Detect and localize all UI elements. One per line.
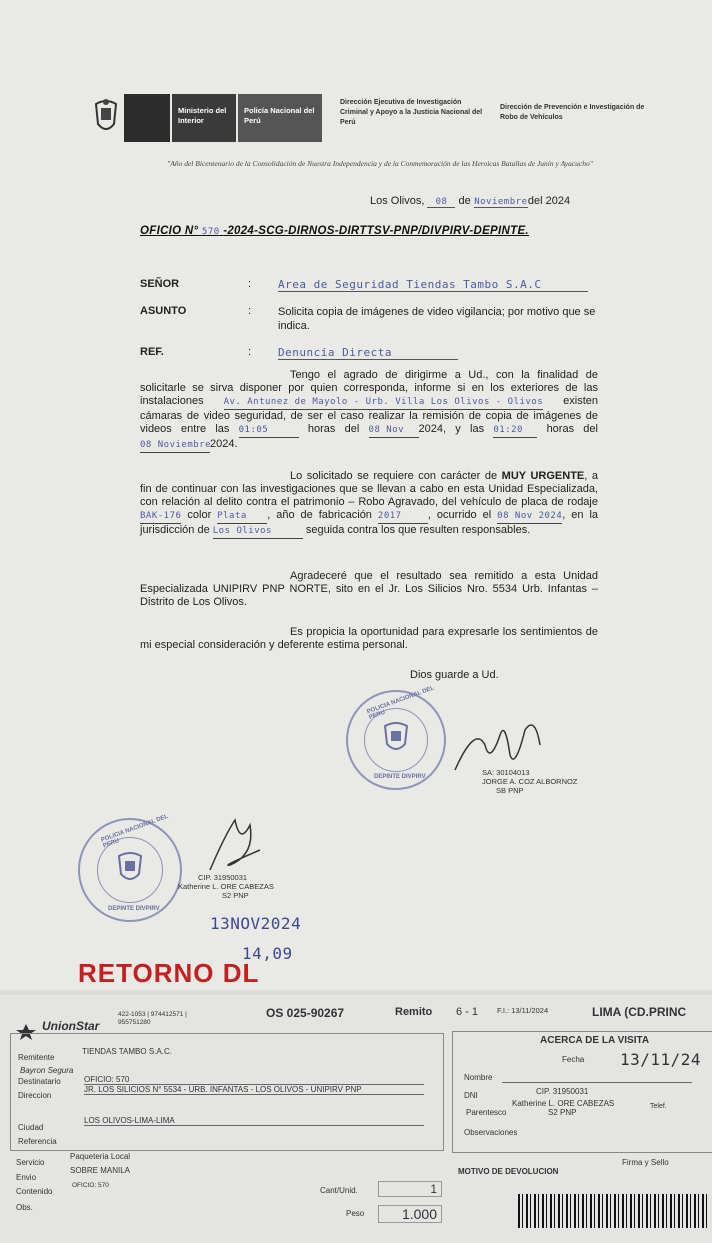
firma-label: Firma y Sello bbox=[622, 1158, 669, 1167]
oficio-suffix: -2024-SCG-DIRNOS-DIRTTSV-PNP/DIVPIRV-DEPINTE. bbox=[223, 225, 529, 237]
date-place: Los Olivos, bbox=[370, 195, 425, 207]
destinatario-name: Bayron Segura bbox=[20, 1066, 74, 1075]
stamp-bottom-text: DEPINTE DIVPIRV bbox=[108, 906, 160, 912]
p2-text-e: , ocurrido el bbox=[427, 509, 492, 521]
barcode bbox=[518, 1194, 708, 1228]
p2-text-b: , a fin de continuar con las investigaciones que se llevan a cabo en esta Unidad Especializada, con relación al delito contra el patrimonio – Robo Agravado, del vehículo de placa de rodaje bbox=[140, 470, 598, 508]
cant-value: 1 bbox=[378, 1181, 442, 1197]
oficio-handwritten-number: 570 bbox=[201, 227, 220, 237]
p1-date-1: 08 Nov bbox=[369, 424, 419, 438]
brand-name: UnionStar bbox=[42, 1019, 100, 1033]
parentesco-label: Parentesco bbox=[466, 1108, 507, 1117]
visit-rank: S2 PNP bbox=[548, 1108, 577, 1117]
date-year: del 2024 bbox=[527, 195, 571, 207]
retorno-stamp: RETORNO DL bbox=[78, 958, 260, 988]
p2-color: Plata bbox=[217, 510, 267, 524]
asunto-label: ASUNTO bbox=[140, 305, 187, 317]
paragraph-4 bbox=[140, 626, 598, 652]
asunto-value: Solicita copia de imágenes de video vigilancia; por motivo que se indica. bbox=[278, 306, 596, 332]
phones-2: 955751280 bbox=[118, 1019, 151, 1026]
police-stamp-2 bbox=[78, 813, 182, 922]
nombre-line bbox=[502, 1082, 692, 1083]
signature-2-block bbox=[178, 873, 274, 900]
year-motto: "Año del Bicentenario de la Consolidación de Nuestra Independencia y de la Conmemoración de las Heroicas Batallas de Junín y Ayacucho" bbox=[167, 159, 593, 168]
p2-date: 08 Nov 2024 bbox=[497, 510, 562, 524]
direccion-prevencion: Dirección de Prevención e Investigación de Robo de Vehículos bbox=[500, 104, 645, 121]
remito-value: 6 - 1 bbox=[456, 1006, 479, 1018]
colon: : bbox=[248, 346, 252, 358]
fecha-value: 13/11/24 bbox=[620, 1050, 702, 1069]
remitente-label: Remitente bbox=[18, 1053, 55, 1062]
peso-value: 1.000 bbox=[378, 1205, 442, 1223]
senor-value: Area de Seguridad Tiendas Tambo S.A.C bbox=[278, 278, 588, 292]
p2-jurisdiction: Los Olivos bbox=[213, 525, 303, 539]
signature-1-block bbox=[482, 768, 577, 795]
p1-text-b: existen cámaras de video seguridad, de ser el caso realizar la remisión de copia de imágenes de videos entre las bbox=[140, 395, 598, 435]
os-number: OS 025-90267 bbox=[266, 1006, 345, 1020]
ref-value: Denuncia Directa bbox=[278, 346, 458, 360]
dni-value: CIP. 31950031 bbox=[536, 1087, 589, 1096]
senor-label: SEÑOR bbox=[140, 278, 180, 290]
contenido-label: Contenido bbox=[16, 1187, 53, 1196]
telef-label: Telef. bbox=[650, 1103, 667, 1110]
paragraph-1 bbox=[140, 369, 598, 453]
ministerio-box: Ministerio del Interior bbox=[172, 94, 236, 142]
peso-label: Peso bbox=[346, 1209, 365, 1218]
handwritten-date: 13NOV2024 bbox=[210, 914, 302, 933]
p2-text-a: Lo solicitado se requiere con carácter de bbox=[290, 470, 498, 482]
obs-label: Obs. bbox=[16, 1203, 33, 1212]
remito-label: Remito bbox=[395, 1006, 433, 1018]
referencia-label: Referencia bbox=[18, 1137, 57, 1146]
p2-text-g: seguida contra los que resulten responsables. bbox=[305, 524, 531, 536]
closing: Dios guarde a Ud. bbox=[410, 669, 499, 681]
paragraph-3 bbox=[140, 570, 598, 609]
envio-value: SOBRE MANILA bbox=[70, 1166, 131, 1175]
signature-1-scribble bbox=[445, 715, 555, 775]
sig1-cip: SA: 30104013 bbox=[482, 768, 530, 777]
visit-name: Katherine L. ORE CABEZAS bbox=[512, 1099, 615, 1108]
p2-text-c: color bbox=[187, 509, 212, 521]
p1-text-e: horas del bbox=[546, 423, 598, 435]
p3-text: Agradeceré que el resultado sea remitido a esta Unidad Especializada UNIPIRV PNP NORTE, sito en el Jr. Los Silicios Nro. 5534 Urb. Infantas – Distrito de Los Olivos. bbox=[140, 570, 598, 608]
document-date bbox=[370, 195, 570, 208]
p1-text-f: 2024. bbox=[210, 438, 238, 450]
p2-urgent: MUY URGENTE bbox=[501, 470, 585, 482]
p1-date-2: 08 Noviembre bbox=[140, 439, 210, 453]
flag-bar bbox=[124, 94, 170, 142]
handwritten-time: 14,09 bbox=[242, 944, 293, 963]
city-top: LIMA (CD.PRINC bbox=[592, 1005, 687, 1019]
sig2-name: Katherine L. ORE CABEZAS bbox=[178, 882, 274, 891]
letterhead bbox=[92, 94, 332, 144]
paragraph-2 bbox=[140, 470, 598, 539]
ciudad-label: Ciudad bbox=[18, 1123, 44, 1132]
direccion-ejecutiva: Dirección Ejecutiva de Investigación Criminal y Apoyo a la Justicia Nacional del Perú bbox=[340, 99, 483, 126]
remitente-value: TIENDAS TAMBO S.A.C. bbox=[82, 1047, 172, 1056]
stamp-ring-text: POLICIA NACIONAL DEL PERU bbox=[366, 685, 435, 721]
sig2-rank: S2 PNP bbox=[222, 891, 249, 900]
nombre-label: Nombre bbox=[464, 1073, 493, 1082]
sig1-name: JORGE A. COZ ALBORNOZ bbox=[482, 777, 578, 786]
cant-label: Cant/Unid. bbox=[320, 1186, 358, 1195]
date-de: de bbox=[458, 195, 471, 207]
envio-label: Envio bbox=[16, 1173, 37, 1182]
p1-hour-2: 01:20 bbox=[493, 424, 537, 438]
date-month: Noviembre bbox=[474, 197, 528, 207]
motivo-label: MOTIVO DE DEVOLUCION bbox=[458, 1167, 559, 1176]
peru-coat-of-arms-icon bbox=[92, 98, 120, 138]
ref-label: REF. bbox=[140, 346, 164, 358]
fecha-label: Fecha bbox=[562, 1055, 585, 1064]
contenido-value: OFICIO: 570 bbox=[72, 1182, 109, 1189]
colon: : bbox=[248, 278, 252, 290]
courier-waybill bbox=[0, 995, 712, 1243]
fecha-ingreso: F.I.: 13/11/2024 bbox=[497, 1006, 549, 1015]
servicio-label: Servicio bbox=[16, 1158, 45, 1167]
sig1-rank: SB PNP bbox=[496, 786, 524, 795]
stamp-ring-text: POLICIA NACIONAL DEL PERU bbox=[100, 813, 170, 850]
date-day: 08 bbox=[427, 197, 455, 208]
p1-hour-1: 01:05 bbox=[239, 424, 299, 438]
dni-label: DNI bbox=[464, 1091, 478, 1100]
p2-text-f: , en la jurisdicción de bbox=[140, 509, 599, 536]
stamp-emblem-icon bbox=[382, 722, 410, 756]
p1-text-a: Tengo el agrado de dirigirme a Ud., con la finalidad de solicitarle se sirva disponer por quien corresponda, informe si en los exteriores de las instalaciones bbox=[140, 369, 598, 407]
sig2-cip: CIP. 31950031 bbox=[198, 873, 248, 882]
oficio-prefix: OFICIO N° bbox=[140, 225, 199, 237]
p1-text-c: horas del bbox=[307, 423, 360, 435]
ciudad-value: LOS OLIVOS-LIMA-LIMA bbox=[84, 1116, 424, 1126]
p1-text-d: 2024, y las bbox=[418, 423, 485, 435]
direccion-value: JR. LOS SILICIOS N° 5534 - URB. INFANTAS - LOS OLIVOS - UNIPIRV PNP bbox=[84, 1085, 424, 1095]
p4-text: Es propicia la oportunidad para expresarle los sentimientos de mi especial consideración y deferente estima personal. bbox=[140, 626, 598, 651]
direccion-label: Direccion bbox=[18, 1091, 52, 1100]
oficio-number bbox=[140, 225, 529, 237]
police-stamp-1 bbox=[346, 685, 446, 790]
p2-year: 2017 bbox=[378, 510, 428, 524]
colon: : bbox=[248, 305, 252, 317]
p1-location: Av. Antunez de Mayolo - Urb. Villa Los Olivos - Olivos bbox=[224, 396, 544, 410]
p2-plate: BAK-176 bbox=[140, 510, 181, 524]
stamp-emblem-icon bbox=[116, 852, 144, 886]
p2-text-d: , año de fabricación bbox=[267, 509, 372, 521]
phones-1: 422-1053 | 974412571 | bbox=[118, 1011, 187, 1018]
visit-title: ACERCA DE LA VISITA bbox=[540, 1035, 650, 1046]
destinatario-label: Destinatario bbox=[18, 1077, 61, 1086]
signature-2-scribble bbox=[200, 815, 270, 875]
stamp-bottom-text: DEPINTE DIVPIRV bbox=[374, 774, 426, 780]
destinatario-value: OFICIO: 570 bbox=[84, 1075, 424, 1085]
policia-box: Policía Nacional del Perú bbox=[238, 94, 322, 142]
observaciones-label: Observaciones bbox=[464, 1128, 518, 1137]
servicio-value: Paqueteria Local bbox=[70, 1152, 131, 1161]
